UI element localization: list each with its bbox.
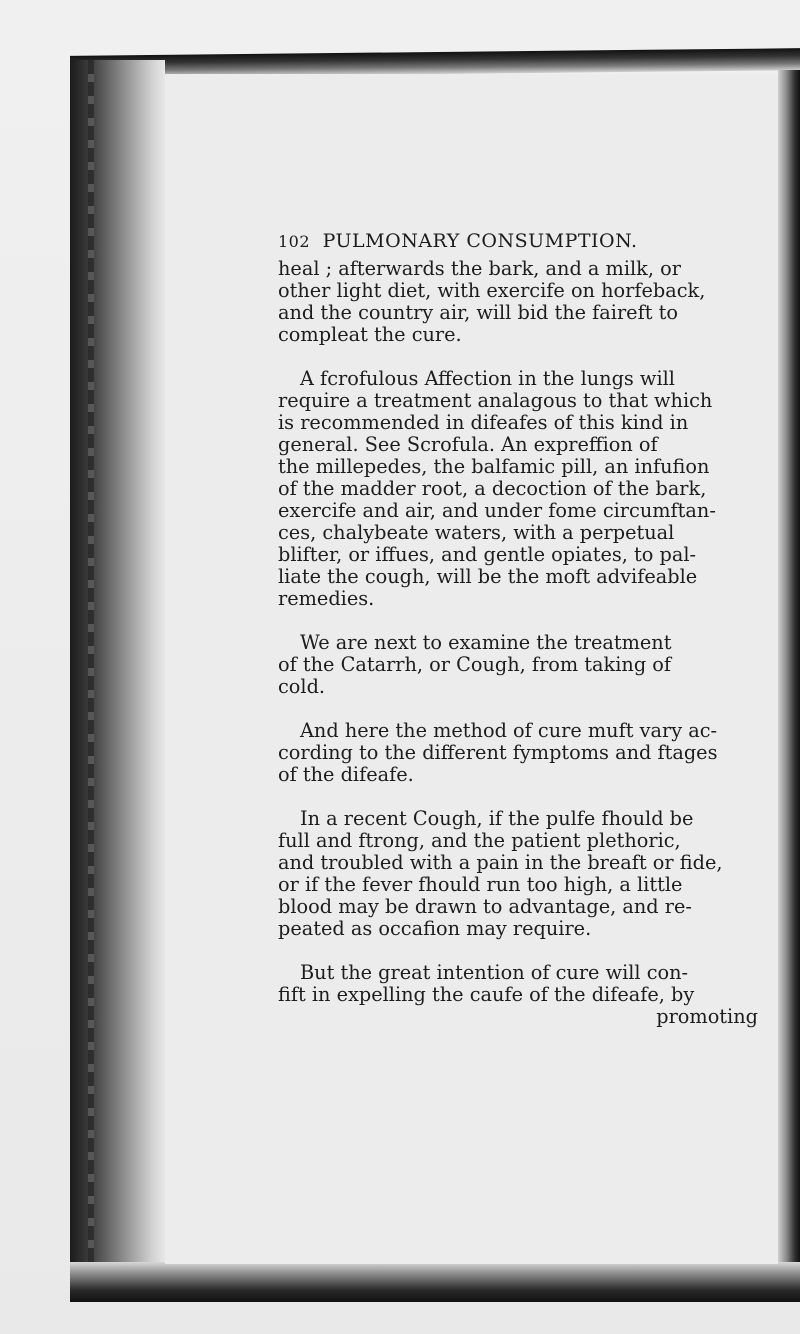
paragraph (278, 632, 768, 698)
text-line: of the madder root, a decoction of the bark, (278, 478, 707, 500)
body-text (278, 258, 768, 1028)
text-line: blood may be drawn to advantage, and re- (278, 896, 692, 918)
text-line: other light diet, with exercife on horfeback, (278, 280, 706, 302)
running-header (278, 230, 758, 252)
text-line: the millepedes, the balfamic pill, an infufion (278, 456, 710, 478)
text-line: exercife and air, and under fome circumftan- (278, 500, 716, 522)
book-binding-edge (70, 60, 165, 1290)
page-bottom-edge (70, 1262, 800, 1302)
text-line: full and ftrong, and the patient plethoric, (278, 830, 681, 852)
text-line: compleat the cure. (278, 324, 462, 346)
text-line: We are next to examine the treatment (300, 632, 672, 654)
text-line: heal ; afterwards the bark, and a milk, or (278, 258, 681, 280)
catchword: promoting (656, 1006, 758, 1028)
text-line: In a recent Cough, if the pulfe fhould be (300, 808, 694, 830)
running-head-title: PULMONARY CONSUMPTION. (322, 230, 638, 252)
text-line: and troubled with a pain in the breaft or fide, (278, 852, 723, 874)
paragraph (278, 808, 768, 940)
text-line: of the Catarrh, or Cough, from taking of (278, 654, 672, 676)
text-line: general. See Scrofula. An expreffion of (278, 434, 658, 456)
paragraph (278, 368, 768, 610)
text-line: ces, chalybeate waters, with a perpetual (278, 522, 675, 544)
page-number: 102 (278, 232, 311, 251)
text-line: cold. (278, 676, 326, 698)
text-line: is recommended in difeafes of this kind in (278, 412, 689, 434)
text-line: remedies. (278, 588, 375, 610)
text-line: But the great intention of cure will con- (300, 962, 689, 984)
text-line: peated as occafion may require. (278, 918, 592, 940)
text-line: and the country air, will bid the faireft to (278, 302, 678, 324)
text-line: A fcrofulous Affection in the lungs will (300, 368, 675, 390)
page-right-edge (778, 70, 800, 1290)
text-line: cording to the different fymptoms and ftages (278, 742, 718, 764)
text-line: of the difeafe. (278, 764, 414, 786)
text-line: or if the fever fhould run too high, a little (278, 874, 683, 896)
text-line: fift in expelling the caufe of the difeafe, by (278, 984, 695, 1006)
text-line: And here the method of cure muft vary ac- (300, 720, 718, 742)
text-line: blifter, or iffues, and gentle opiates, to pal- (278, 544, 697, 566)
text-line: require a treatment analagous to that which (278, 390, 713, 412)
paragraph (278, 258, 768, 346)
paragraph (278, 720, 768, 786)
text-line: liate the cough, will be the moft advifeable (278, 566, 698, 588)
paragraph (278, 962, 768, 1028)
